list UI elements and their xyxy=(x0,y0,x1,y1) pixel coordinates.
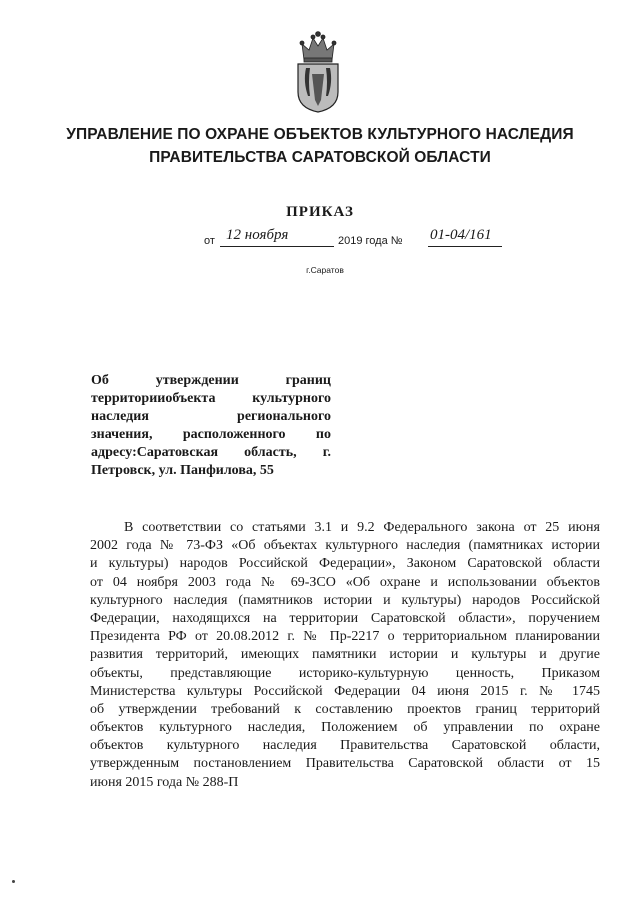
body-line: 2002 года № 73-ФЗ «Об объектах культурного наследия (памятниках истории xyxy=(90,538,600,554)
body-line: об утверждении требований к составлению проектов границ территорий xyxy=(90,701,600,717)
subject-line: значения, расположенного по xyxy=(91,427,331,442)
body-line: культурного наследия (памятников истории и культуры) народов Российской xyxy=(90,592,600,608)
scan-speck xyxy=(12,880,15,883)
order-subject xyxy=(91,372,331,480)
saratov-coat-of-arms-icon xyxy=(290,30,346,114)
body-line: Министерства культуры Российской Федерации 04 июня 2015 г. № 1745 xyxy=(90,683,600,699)
body-line: утвержденным постановлением Правительства Саратовской области от 15 xyxy=(90,756,600,772)
order-date-handwritten: 12 ноября xyxy=(220,227,334,247)
subject-line: Об утверждении границ xyxy=(91,373,331,388)
subject-line: адресу:Саратовская область, г. xyxy=(91,445,331,460)
body-line: развития территорий, имеющих памятники истории и культуры и другие xyxy=(90,647,600,663)
body-line: Президента РФ от 20.08.2012 г. № Пр-2217 о территориальном планировании xyxy=(90,629,600,645)
agency-name-line2: ПРАВИТЕЛЬСТВА САРАТОВСКОЙ ОБЛАСТИ xyxy=(149,149,491,166)
body-line: В соответствии со статьями 3.1 и 9.2 Федерального закона от 25 июня xyxy=(124,520,600,535)
order-city: г.Саратов xyxy=(306,265,344,275)
order-number-handwritten: 01-04/161 xyxy=(428,227,502,247)
body-line: от 04 ноября 2003 года № 69-ЗСО «Об охране и использовании объектов xyxy=(90,574,600,590)
subject-line: Петровск, ул. Панфилова, 55 xyxy=(91,463,274,478)
subject-line: территорииобъекта культурного xyxy=(91,391,331,406)
body-line: объекты, представляющие историко-культурную ценность, Приказом xyxy=(90,665,600,681)
order-title: ПРИКАЗ xyxy=(286,204,354,220)
body-line: июня 2015 года № 288-П xyxy=(90,774,239,790)
body-line: и культуры) народов Российской Федерации», Законом Саратовской области xyxy=(90,556,600,572)
body-line: объектов культурного наследия Правительства Саратовской области, xyxy=(90,738,600,754)
subject-line: наследия регионального xyxy=(91,409,331,424)
agency-name-line1: УПРАВЛЕНИЕ ПО ОХРАНЕ ОБЪЕКТОВ КУЛЬТУРНОГО НАСЛЕДИЯ xyxy=(66,126,574,143)
body-line: объектов культурного наследия, Положением об управлении по охране xyxy=(90,720,600,736)
date-from-label: от xyxy=(204,235,215,247)
order-year-label: 2019 года № xyxy=(338,235,403,247)
body-line: Федерации, находящихся на территории Саратовской области», поручением xyxy=(90,610,600,626)
order-body xyxy=(90,519,600,792)
